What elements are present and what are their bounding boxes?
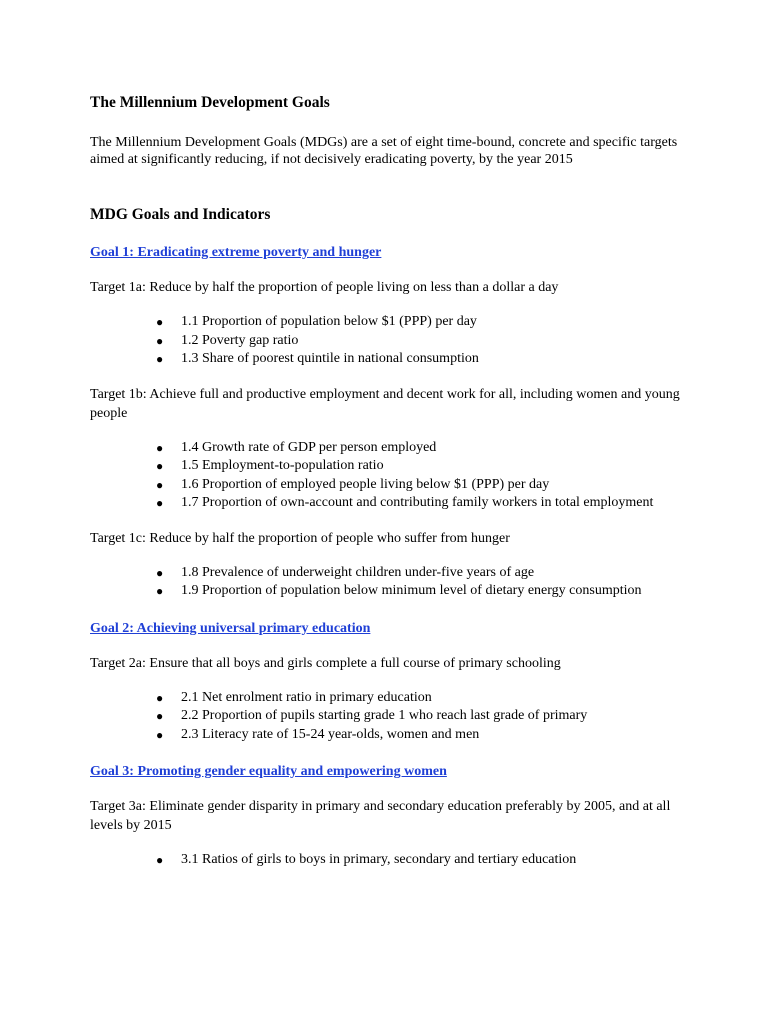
indicator-text: 1.2 Poverty gap ratio: [181, 332, 299, 348]
document-title: The Millennium Development Goals: [90, 94, 330, 111]
indicator-list: [90, 851, 688, 870]
section-heading: MDG Goals and Indicators: [90, 206, 271, 223]
target-paragraph: Target 1c: Reduce by half the proportion of people who suffer from hunger: [90, 530, 510, 546]
indicator-item: [156, 564, 688, 583]
indicator-text: 1.1 Proportion of population below $1 (PPP) per day: [181, 314, 477, 329]
indicator-item: [156, 689, 688, 708]
indicator-item: [156, 582, 688, 601]
bullet-icon: ●: [156, 853, 164, 867]
target-paragraph: Target 3a: Eliminate gender disparity in primary and secondary education preferably by 2005, and at all levels by 2015: [90, 799, 671, 833]
indicator-item: [156, 494, 688, 513]
indicator-text: 2.2 Proportion of pupils starting grade 1 who reach last grade of primary: [181, 708, 588, 723]
indicator-item: [156, 350, 688, 369]
indicator-item: [156, 476, 688, 495]
indicator-text: 1.6 Proportion of employed people living below $1 (PPP) per day: [181, 476, 550, 492]
indicator-list: [90, 689, 688, 745]
indicator-text: 1.3 Share of poorest quintile in national consumption: [181, 351, 479, 366]
indicator-text: 1.4 Growth rate of GDP per person employed: [181, 439, 437, 455]
bullet-icon: ●: [156, 709, 164, 723]
bullet-icon: ●: [156, 352, 164, 366]
bullet-icon: ●: [156, 333, 164, 348]
indicator-list: [90, 439, 688, 513]
indicator-item: [156, 851, 688, 870]
goal-1-link[interactable]: Goal 1: Eradicating extreme poverty and hunger: [90, 245, 382, 260]
indicator-text: 2.1 Net enrolment ratio in primary education: [181, 689, 432, 705]
bullet-icon: ●: [156, 727, 164, 742]
indicator-list: [90, 564, 688, 601]
indicator-text: 3.1 Ratios of girls to boys in primary, secondary and tertiary education: [181, 852, 577, 867]
target-paragraph: Target 1a: Reduce by half the proportion of people living on less than a dollar a day: [90, 280, 559, 295]
indicator-text: 1.8 Prevalence of underweight children under-five years of age: [181, 564, 535, 580]
bullet-icon: ●: [156, 584, 164, 598]
indicator-text: 2.3 Literacy rate of 15-24 year-olds, women and men: [181, 726, 480, 742]
indicator-text: 1.5 Employment-to-population ratio: [181, 458, 384, 473]
indicator-item: [156, 439, 688, 458]
goal-2-link[interactable]: Goal 2: Achieving universal primary education: [90, 620, 371, 636]
bullet-icon: ●: [156, 477, 164, 492]
bullet-icon: ●: [156, 565, 164, 580]
indicator-item: [156, 313, 688, 332]
bullet-icon: ●: [156, 496, 164, 510]
indicator-item: [156, 332, 688, 351]
intro-paragraph: The Millennium Development Goals (MDGs) are a set of eight time-bound, concrete and specific targets aimed at significantly reducing, if not decisively eradicating poverty, by the year 2015: [90, 135, 678, 167]
goals-list: [90, 244, 688, 870]
indicator-text: 1.7 Proportion of own-account and contributing family workers in total employment: [181, 495, 654, 510]
target-paragraph: Target 2a: Ensure that all boys and girls complete a full course of primary schooling: [90, 655, 561, 671]
bullet-icon: ●: [156, 440, 164, 455]
indicator-text: 1.9 Proportion of population below minimum level of dietary energy consumption: [181, 583, 642, 598]
indicator-list: [90, 313, 688, 369]
target-paragraph: Target 1b: Achieve full and productive employment and decent work for all, including women and young people: [90, 386, 680, 421]
bullet-icon: ●: [156, 459, 164, 473]
indicator-item: [156, 707, 688, 726]
bullet-icon: ●: [156, 315, 164, 329]
goal-3-link[interactable]: Goal 3: Promoting gender equality and empowering women: [90, 764, 447, 779]
indicator-item: [156, 726, 688, 745]
indicator-item: [156, 457, 688, 476]
bullet-icon: ●: [156, 690, 164, 705]
